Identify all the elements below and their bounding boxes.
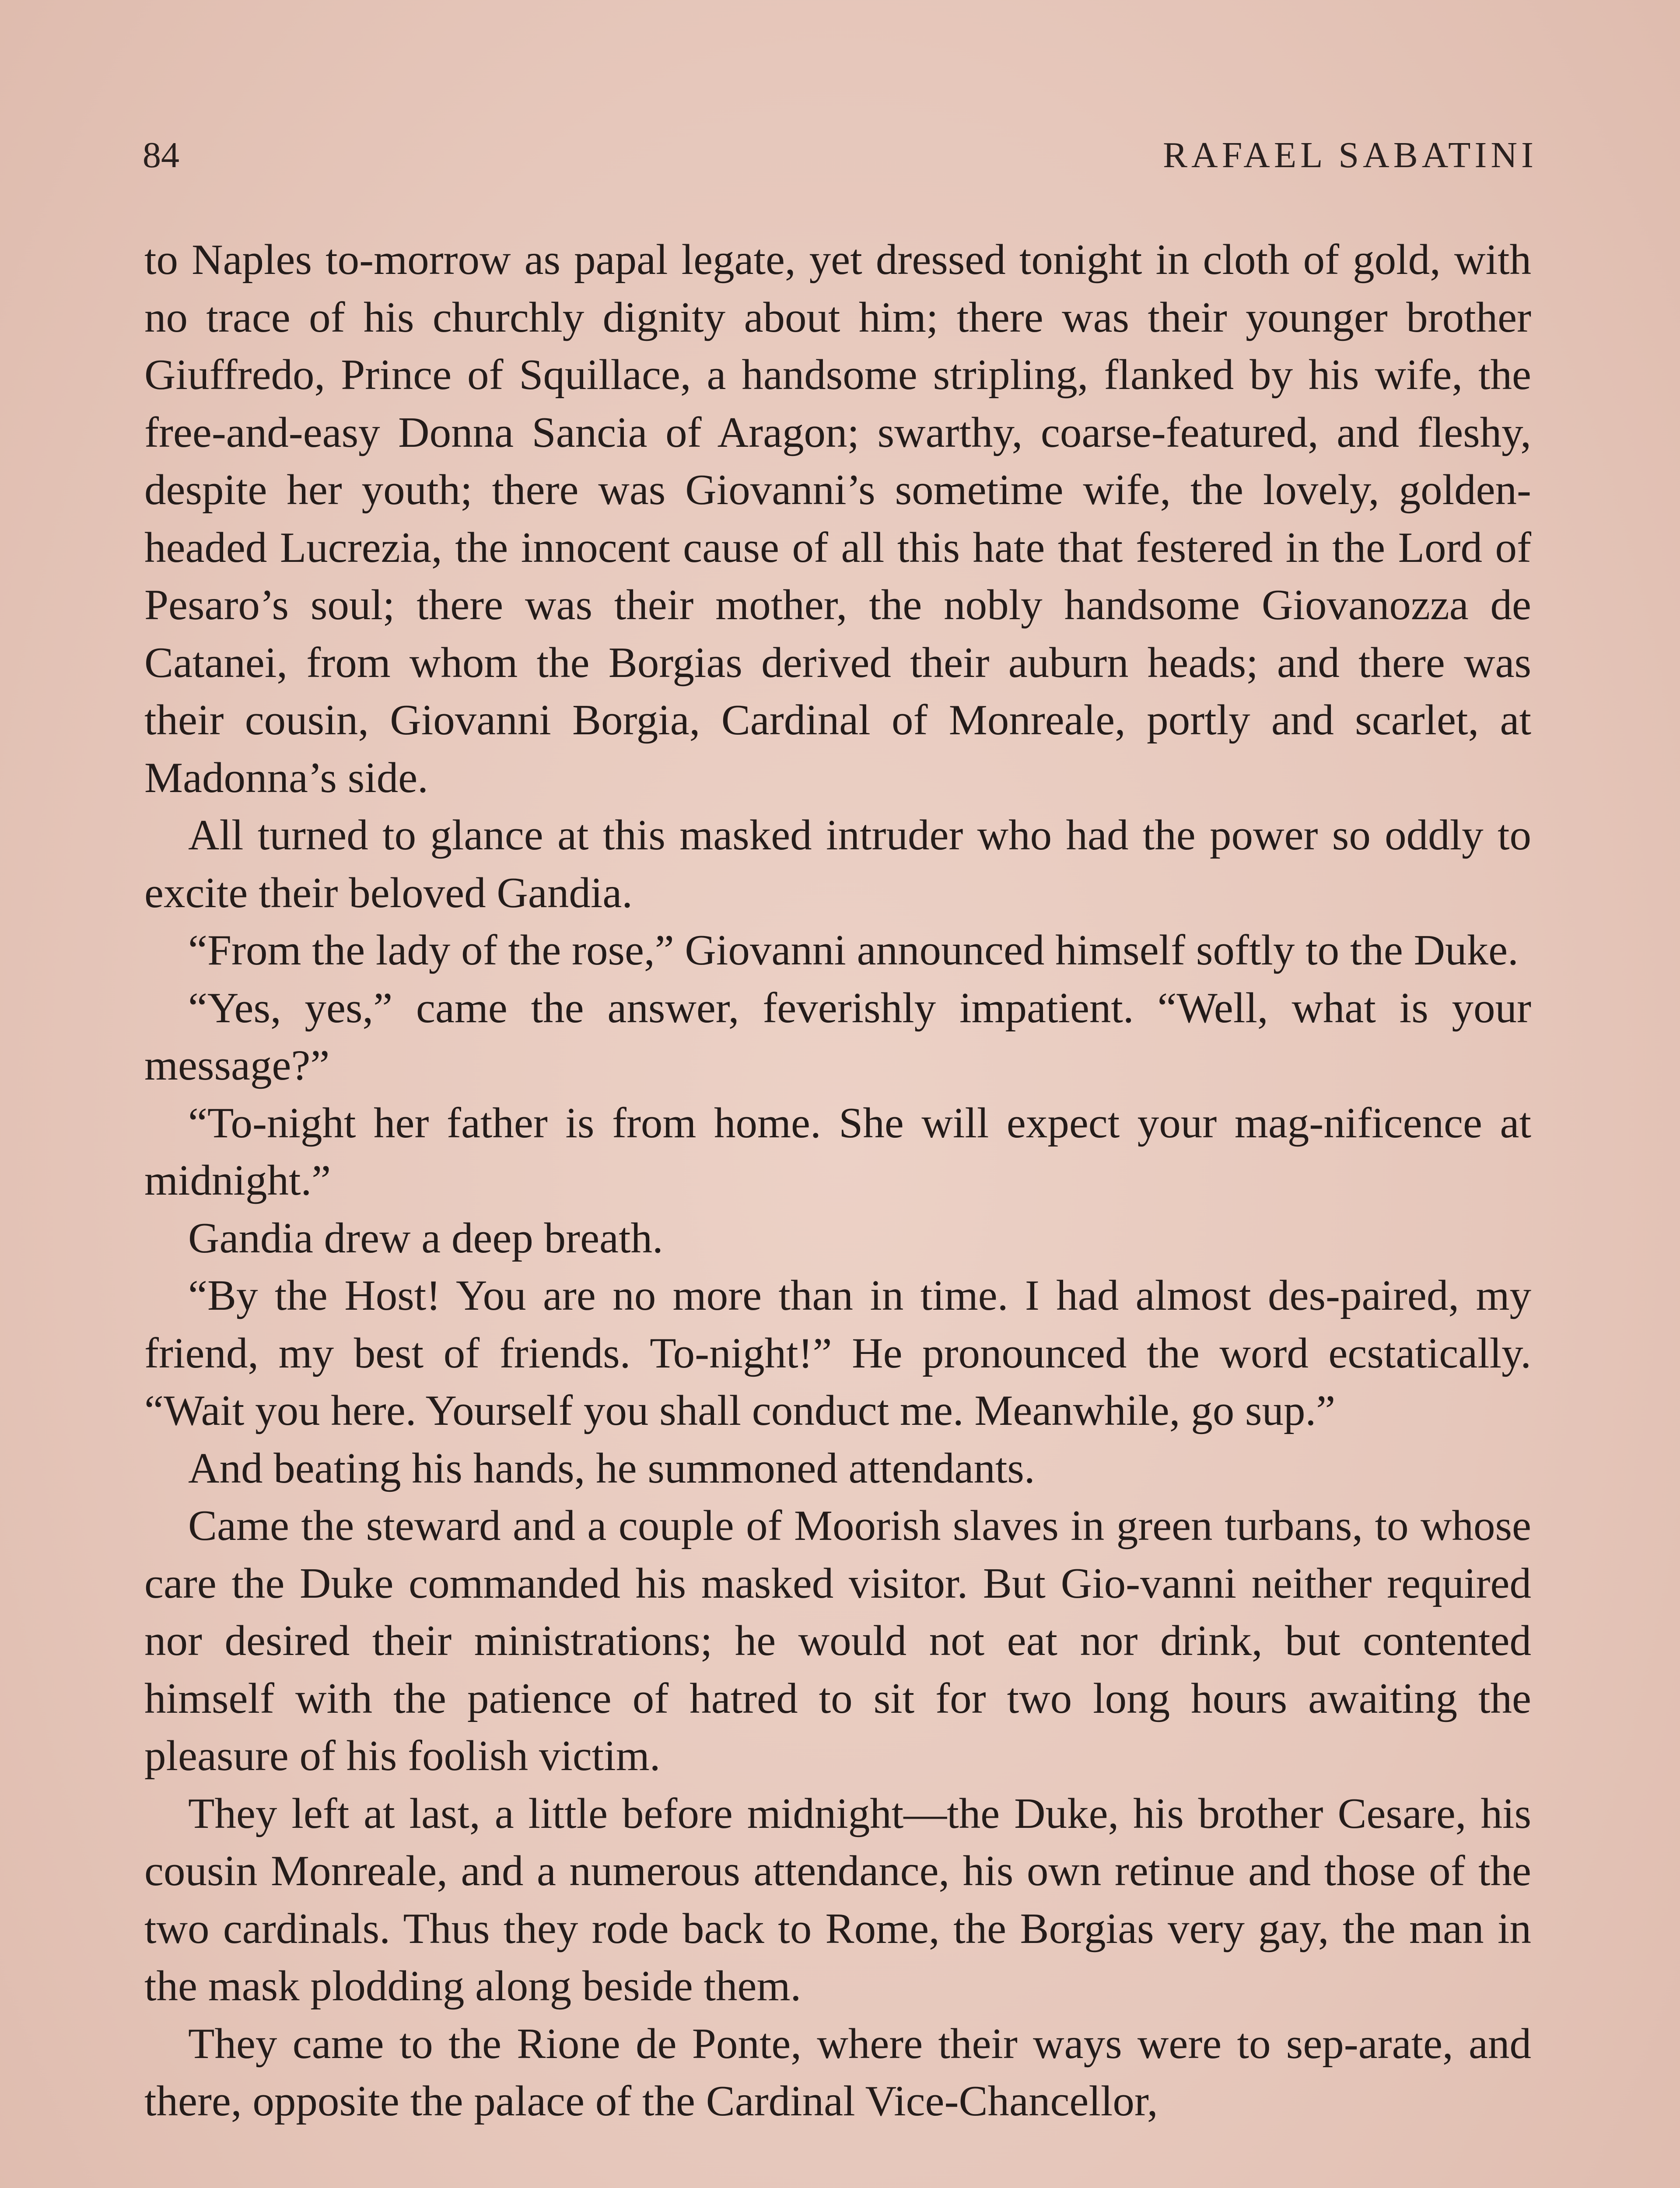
paragraph: “From the lady of the rose,” Giovanni announced himself softly to the Duke. (188, 926, 1519, 974)
paragraph: Came the steward and a couple of Moorish slaves in green turbans, to whose care the Duke commanded his masked visitor. But Gio-vanni neither required nor desired their ministrations; he would not eat nor drink, but contented himself with the patience of hatred to sit for two long hours awaiting the pleasure of his foolish victim. (144, 1502, 1531, 1780)
running-head (143, 131, 1537, 179)
body-text (144, 231, 1531, 2130)
paragraph: And beating his hands, he summoned attendants. (188, 1444, 1035, 1492)
paragraph: “To-night her father is from home. She will expect your mag-nificence at midnight.” (144, 1099, 1531, 1204)
paragraph: Gandia drew a deep breath. (188, 1214, 663, 1262)
paragraph: to Naples to-morrow as papal legate, yet dressed tonight in cloth of gold, with no trace of his churchly dignity about him; there was their younger brother Giuffredo, Prince of Squillace, a handsome stripling, flanked by his wife, the free-and-easy Donna Sancia of Aragon; swarthy, coarse-featured, and fleshy, despite her youth; there was Giovanni’s sometime wife, the lovely, golden-headed Lucrezia, the innocent cause of all this hate that festered in the Lord of Pesaro’s soul; there was their mother, the nobly handsome Giovanozza de Catanei, from whom the Borgias derived their auburn heads; and there was their cousin, Giovanni Borgia, Cardinal of Monreale, portly and scarlet, at Madonna’s side. (144, 236, 1531, 802)
running-head-author: RAFAEL SABATINI (1162, 135, 1537, 175)
paragraph: They came to the Rione de Ponte, where their ways were to sep-arate, and there, opposite the palace of the Cardinal Vice-Chancellor, (144, 2020, 1531, 2125)
paragraph: They left at last, a little before midnight—the Duke, his brother Cesare, his cousin Monreale, and a numerous attendance, his own retinue and those of the two cardinals. Thus they rode back to Rome, the Borgias very gay, the man in the mask plodding along beside them. (144, 1789, 1531, 2010)
page-number: 84 (143, 135, 179, 175)
paragraph: “Yes, yes,” came the answer, feverishly impatient. “Well, what is your message?” (144, 984, 1531, 1089)
paragraph: All turned to glance at this masked intruder who had the power so oddly to excite their beloved Gandia. (144, 811, 1531, 917)
paragraph: “By the Host! You are no more than in time. I had almost des-paired, my friend, my best of friends. To-night!” He pronounced the word ecstatically. “Wait you here. Yourself you shall conduct me. Meanwhile, go sup.” (144, 1272, 1531, 1434)
